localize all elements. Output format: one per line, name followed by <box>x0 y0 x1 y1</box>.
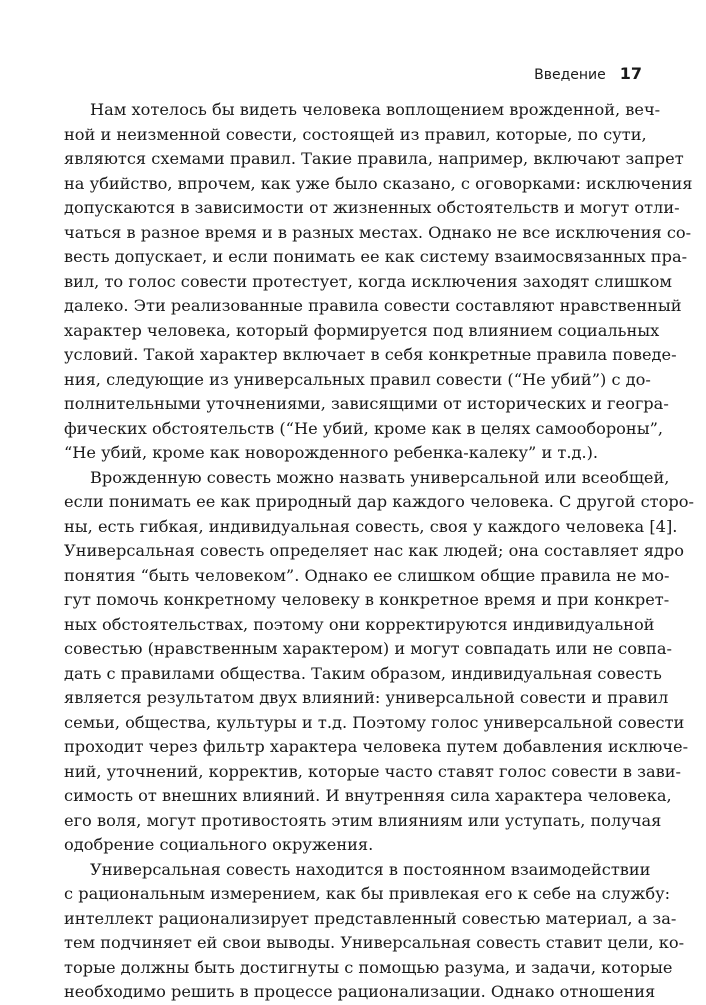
text-line: его воля, могут противостоять этим влияниям или уступать, получая <box>64 810 662 830</box>
text-line: являются схемами правил. Такие правила, например, включают запрет <box>64 149 684 168</box>
text-line: весть допускает, и если понимать ее как систему взаимосвязанных пра- <box>64 247 688 266</box>
text-line: необходимо решить в процессе рационализации. Однако отношения <box>64 982 656 1001</box>
text-line: торые должны быть достигнуты с помощью разума, и задачи, которые <box>64 957 673 977</box>
text-line: Врожденную совесть можно назвать универсальной или всеобщей, <box>90 467 670 487</box>
text-line: Нам хотелось бы видеть человека воплощением врожденной, веч- <box>90 100 661 119</box>
text-line: симость от внешних влияний. И внутренняя сила характера человека, <box>64 786 672 805</box>
text-line: гут помочь конкретному человеку в конкретное время и при конкрет- <box>64 590 670 609</box>
text-line: понятия “быть человеком”. Однако ее слишком общие правила не мо- <box>64 565 670 585</box>
text-line: Универсальная совесть находится в постоянном взаимодействии <box>90 859 651 879</box>
paragraph-1 <box>64 98 693 466</box>
section-title: Введение <box>534 67 606 83</box>
paragraph-3 <box>64 858 685 1005</box>
text-line: ны, есть гибкая, индивидуальная совесть, своя у каждого человека [4]. <box>64 516 678 536</box>
paragraph-2 <box>64 466 694 858</box>
text-line: фических обстоятельств (“Не убий, кроме как в целях самообороны”, <box>64 418 664 438</box>
text-line: условий. Такой характер включает в себя конкретные правила поведе- <box>64 345 677 364</box>
text-line: одобрение социального окружения. <box>64 835 374 854</box>
text-line: если понимать ее как природный дар каждого человека. С другой сторо- <box>64 492 694 511</box>
text-line: с рациональным измерением, как бы привлекая его к себе на службу: <box>64 884 671 903</box>
text-line: Универсальная совесть определяет нас как людей; она составляет ядро <box>64 541 685 560</box>
text-line: тем подчиняет ей свои выводы. Универсальная совесть ставит цели, ко- <box>64 933 685 952</box>
text-line: на убийство, впрочем, как уже было сказано, с оговорками: исключения <box>64 173 693 193</box>
text-line: “Не убий, кроме как новорожденного ребенка-калеку” и т.д.). <box>64 443 599 462</box>
text-line: интеллект рационализирует представленный совестью материал, а за- <box>64 908 677 928</box>
text-line: характер человека, который формируется под влиянием социальных <box>64 320 660 340</box>
page-number: 17 <box>619 64 642 83</box>
text-line: проходит через фильтр характера человека путем добавления исключе- <box>64 737 689 756</box>
text-line: дать с правилами общества. Таким образом, индивидуальная совесть <box>64 663 662 683</box>
text-line: чаться в разное время и в разных местах. Однако не все исключения со- <box>64 222 692 242</box>
text-line: далеко. Эти реализованные правила совести составляют нравственный <box>64 296 682 315</box>
body-text <box>64 98 694 1005</box>
text-line: ний, уточнений, корректив, которые часто ставят голос совести в зави- <box>64 761 681 781</box>
running-header <box>534 64 642 83</box>
text-line: ной и неизменной совести, состоящей из правил, которые, по сути, <box>64 124 647 144</box>
text-line: полнительными уточнениями, зависящими от исторических и геогра- <box>64 394 669 413</box>
text-line: допускаются в зависимости от жизненных обстоятельств и могут отли- <box>64 198 680 217</box>
text-line: ния, следующие из универсальных правил совести (“Не убий”) с до- <box>64 369 651 389</box>
text-line: семьи, общества, культуры и т.д. Поэтому голос универсальной совести <box>64 712 685 732</box>
text-line: вил, то голос совести протестует, когда исключения заходят слишком <box>64 271 673 291</box>
text-line: ных обстоятельствах, поэтому они корректируются индивидуальной <box>64 614 655 634</box>
text-line: является результатом двух влияний: универсальной совести и правил <box>64 688 669 707</box>
text-line: совестью (нравственным характером) и могут совпадать или не совпа- <box>64 639 672 658</box>
